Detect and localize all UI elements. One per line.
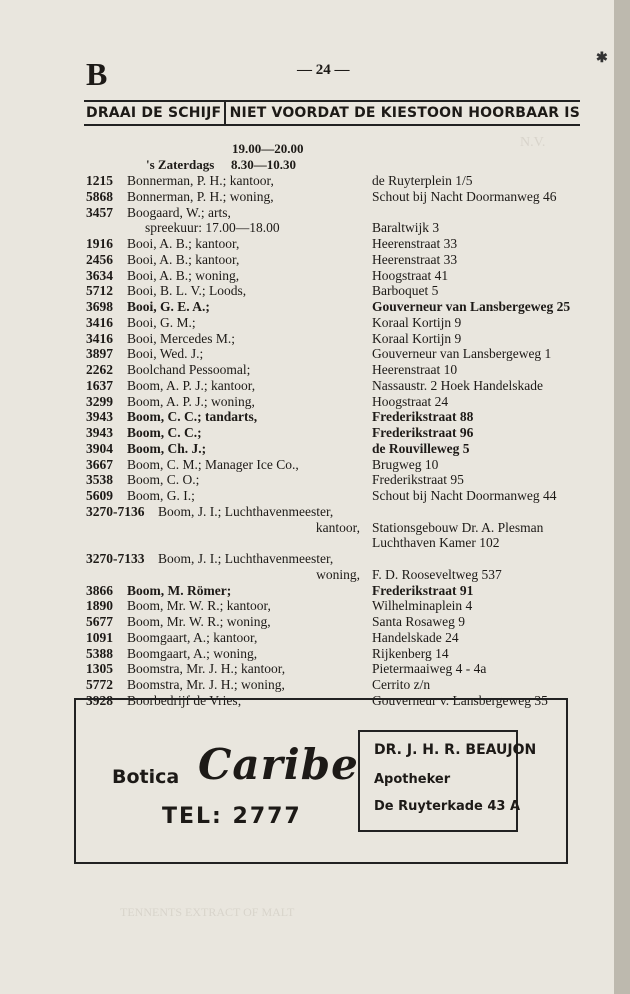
ad-brand-name: Caribe bbox=[198, 740, 359, 789]
phone-number: 3866 bbox=[86, 582, 113, 598]
phone-number: 3928 bbox=[86, 692, 113, 708]
subscriber-name: Boomgaart, A.; woning, bbox=[127, 645, 258, 661]
subscriber-name: Boom, M. Römer; bbox=[127, 582, 232, 598]
directory-entry bbox=[0, 189, 614, 206]
subscriber-name: Booi, G. E. A.; bbox=[127, 299, 210, 314]
pharmacist-name: DR. J. H. R. BEAUJON bbox=[374, 742, 537, 758]
directory-entry bbox=[0, 551, 614, 568]
bleed-through-footer: TENNENTS EXTRACT OF MALT bbox=[120, 905, 295, 919]
subscriber-name: Booi, Wed. J.; bbox=[127, 346, 204, 362]
subscriber-address: Heerenstraat 10 bbox=[372, 362, 458, 377]
directory-entry bbox=[0, 630, 614, 647]
phone-number: 5677 bbox=[86, 614, 113, 629]
subscriber-name: Boom, Ch. J.; bbox=[127, 440, 207, 456]
subscriber-name: Boomstra, Mr. J. H.; woning, bbox=[127, 677, 285, 692]
subscriber-address: Stationsgebouw Dr. A. Plesman bbox=[372, 519, 544, 535]
directory-entry bbox=[0, 252, 614, 269]
directory-entry bbox=[0, 315, 614, 332]
subscriber-name: Boogaard, W.; arts, bbox=[127, 204, 231, 220]
phone-number: 5388 bbox=[86, 645, 113, 661]
subscriber-name: Boom, J. I.; Luchthavenmeester, bbox=[158, 551, 334, 566]
subscriber-name: Booi, A. B.; woning, bbox=[127, 267, 240, 283]
phone-number: 3416 bbox=[86, 314, 113, 330]
phone-number: 3270-7133 bbox=[86, 551, 145, 566]
subscriber-address: Barboquet 5 bbox=[372, 283, 439, 299]
directory-entry bbox=[0, 441, 614, 458]
phone-number: 5609 bbox=[86, 488, 113, 503]
phone-number: 3457 bbox=[86, 204, 113, 220]
subscriber-name: Boom, C. C.; bbox=[127, 425, 202, 440]
phone-number: 5868 bbox=[86, 188, 113, 204]
banner-left-text: DRAAI DE SCHIJF bbox=[84, 102, 226, 124]
page-number: — 24 — bbox=[297, 62, 350, 78]
subscriber-address: Hoogstraat 24 bbox=[372, 393, 449, 409]
directory-entry bbox=[0, 677, 614, 694]
directory-entry bbox=[0, 299, 614, 316]
subscriber-address: Schout bij Nacht Doormanweg 44 bbox=[372, 488, 557, 503]
phone-number: 3270-7136 bbox=[86, 503, 145, 519]
subscriber-address: Heerenstraat 33 bbox=[372, 236, 458, 251]
directory-entry bbox=[0, 567, 614, 584]
subscriber-address: Heerenstraat 33 bbox=[372, 251, 458, 267]
subscriber-name: Boom, J. I.; Luchthavenmeester, bbox=[158, 503, 334, 519]
directory-entry bbox=[0, 362, 614, 379]
phone-number: 1091 bbox=[86, 629, 113, 645]
subscriber-address: de Ruyterplein 1/5 bbox=[372, 173, 473, 188]
phone-number: 1305 bbox=[86, 661, 113, 677]
subscriber-address: Rijkenberg 14 bbox=[372, 645, 449, 661]
directory-entry bbox=[0, 535, 614, 552]
phone-number: 3667 bbox=[86, 456, 113, 472]
subscriber-name: kantoor, bbox=[315, 519, 360, 535]
office-hours-saturday: 8.30—10.30 bbox=[231, 157, 296, 172]
directory-entry bbox=[0, 646, 614, 663]
directory-entry bbox=[0, 457, 614, 474]
phone-number: 3897 bbox=[86, 346, 113, 362]
subscriber-name: Booi, A. B.; kantoor, bbox=[127, 236, 240, 251]
directory-entry bbox=[0, 409, 614, 426]
directory-entry bbox=[0, 331, 614, 348]
subscriber-address: Brugweg 10 bbox=[372, 456, 439, 472]
subscriber-address: Frederikstraat 88 bbox=[372, 409, 474, 425]
subscriber-address: Baraltwijk 3 bbox=[372, 220, 440, 236]
directory-entry bbox=[0, 346, 614, 363]
section-letter: B bbox=[86, 56, 108, 92]
office-hours-weekday: 19.00—20.00 bbox=[232, 141, 304, 156]
subscriber-name: Boomgaart, A.; kantoor, bbox=[127, 629, 258, 645]
subscriber-address: Hoogstraat 41 bbox=[372, 267, 449, 283]
subscriber-name: Booi, G. M.; bbox=[127, 314, 196, 330]
phone-number: 2262 bbox=[86, 362, 113, 377]
ad-botica-label: Botica bbox=[112, 766, 180, 788]
subscriber-address: Frederikstraat 91 bbox=[372, 582, 474, 598]
subscriber-address: Nassaustr. 2 Hoek Handelskade bbox=[372, 377, 543, 393]
dialing-instruction-banner bbox=[84, 100, 580, 126]
phone-number: 2456 bbox=[86, 251, 113, 267]
directory-entry bbox=[0, 504, 614, 521]
directory-entry bbox=[0, 598, 614, 615]
phone-number: 5712 bbox=[86, 283, 113, 299]
ad-pharmacist-box bbox=[358, 730, 537, 832]
subscriber-address: Frederikstraat 96 bbox=[372, 425, 474, 440]
directory-entry bbox=[0, 394, 614, 411]
phone-number: 3943 bbox=[86, 425, 113, 440]
subscriber-name: Boorbedrijf de Vries; bbox=[127, 692, 242, 708]
saturday-label: 's Zaterdags bbox=[146, 157, 215, 172]
ad-telephone: TEL: 2777 bbox=[162, 804, 302, 829]
subscriber-address: Koraal Kortijn 9 bbox=[372, 314, 462, 330]
pharmacist-address: De Ruyterkade 43 A bbox=[374, 799, 521, 814]
subscriber-address: F. D. Rooseveltweg 537 bbox=[372, 566, 502, 582]
bleed-through-text: N.V. bbox=[520, 135, 546, 150]
subscriber-address: Luchthaven Kamer 102 bbox=[372, 535, 500, 551]
directory-entry bbox=[0, 520, 614, 537]
phone-number: 1215 bbox=[86, 173, 113, 188]
subscriber-address: Wilhelminaplein 4 bbox=[372, 598, 473, 614]
subscriber-address: de Rouvilleweg 5 bbox=[372, 440, 470, 456]
pharmacist-title: Apotheker bbox=[374, 772, 451, 787]
subscriber-address: Gouverneur v. Lansbergeweg 35 bbox=[372, 692, 548, 708]
phone-number: 3538 bbox=[86, 472, 113, 488]
directory-entry bbox=[0, 661, 614, 678]
subscriber-address: Pietermaaiweg 4 - 4a bbox=[372, 661, 487, 677]
subscriber-address: Frederikstraat 95 bbox=[372, 472, 464, 488]
page-edge bbox=[614, 0, 630, 994]
subscriber-name: woning, bbox=[316, 566, 360, 582]
subscriber-address: Schout bij Nacht Doormanweg 46 bbox=[372, 188, 557, 204]
subscriber-name: Booi, A. B.; kantoor, bbox=[127, 251, 240, 267]
subscriber-address: Gouverneur van Lansbergeweg 1 bbox=[372, 346, 552, 362]
subscriber-name: Boom, Mr. W. R.; kantoor, bbox=[127, 598, 271, 614]
directory-entry bbox=[0, 283, 614, 300]
directory-entry bbox=[0, 472, 614, 489]
subscriber-name: Boom, C. M.; Manager Ice Co., bbox=[127, 456, 299, 472]
phone-number: 3416 bbox=[86, 330, 113, 346]
subscriber-address: Handelskade 24 bbox=[372, 629, 459, 645]
subscriber-name: Boom, G. I.; bbox=[127, 488, 195, 503]
subscriber-address: Gouverneur van Lansbergeweg 25 bbox=[372, 299, 571, 314]
directory-entry bbox=[0, 268, 614, 285]
directory-entry bbox=[0, 220, 614, 237]
directory-entry bbox=[0, 378, 614, 395]
phone-number: 3904 bbox=[86, 440, 113, 456]
subscriber-address: Santa Rosaweg 9 bbox=[372, 614, 465, 629]
subscriber-address: Cerrito z/n bbox=[372, 677, 431, 692]
phone-number: 5772 bbox=[86, 677, 113, 692]
subscriber-name: Boom, Mr. W. R.; woning, bbox=[127, 614, 271, 629]
subscriber-address: Koraal Kortijn 9 bbox=[372, 330, 462, 346]
subscriber-name: Boomstra, Mr. J. H.; kantoor, bbox=[127, 661, 286, 677]
phone-number: 1637 bbox=[86, 377, 113, 393]
subscriber-name: Boom, C. C.; tandarts, bbox=[127, 409, 258, 425]
directory-entry bbox=[0, 236, 614, 253]
directory-entry bbox=[0, 583, 614, 600]
directory-entry bbox=[0, 205, 614, 222]
directory-entry bbox=[0, 488, 614, 505]
subscriber-name: Boolchand Pessoomal; bbox=[127, 362, 251, 377]
subscriber-name: Booi, B. L. V.; Loods, bbox=[127, 283, 247, 299]
subscriber-name: Bonnerman, P. H.; kantoor, bbox=[127, 173, 274, 188]
phone-number: 3634 bbox=[86, 267, 113, 283]
subscriber-name: Boom, A. P. J.; kantoor, bbox=[127, 377, 256, 393]
advertisement bbox=[74, 698, 568, 864]
subscriber-name: Boom, C. O.; bbox=[127, 472, 200, 488]
subscriber-name: Boom, A. P. J.; woning, bbox=[127, 393, 255, 409]
subscriber-name: spreekuur: 17.00—18.00 bbox=[145, 220, 280, 236]
banner-right-text: NIET VOORDAT DE KIESTOON HOORBAAR IS bbox=[229, 105, 580, 121]
directory-entry bbox=[0, 173, 614, 190]
phone-number: 3943 bbox=[86, 409, 113, 425]
phone-number: 3698 bbox=[86, 299, 113, 314]
subscriber-name: Bonnerman, P. H.; woning, bbox=[127, 188, 274, 204]
subscriber-name: Booi, Mercedes M.; bbox=[127, 330, 235, 346]
directory-entry bbox=[0, 425, 614, 442]
directory-entry bbox=[0, 614, 614, 631]
phone-number: 1916 bbox=[86, 236, 113, 251]
phone-number: 3299 bbox=[86, 393, 113, 409]
phone-number: 1890 bbox=[86, 598, 113, 614]
margin-mark: ✱ bbox=[596, 51, 608, 66]
